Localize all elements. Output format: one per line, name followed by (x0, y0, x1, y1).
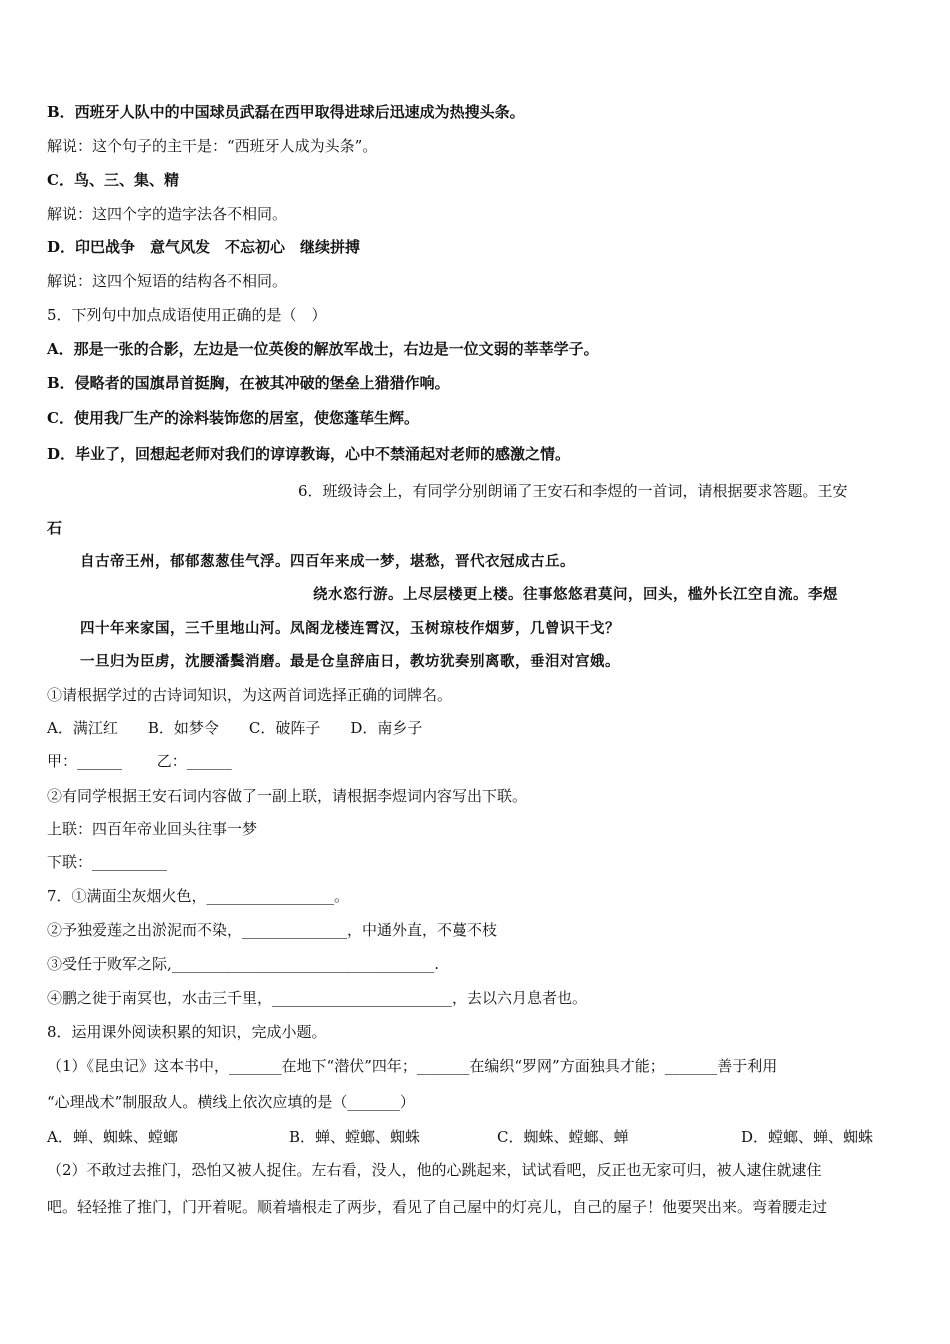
answer-blanks: 甲：______ 乙：______ (47, 752, 232, 770)
couplet-upper: 上联：四百年帝业回头往事一梦 (47, 820, 258, 838)
option-b-text: B．西班牙人队中的中国球员武磊在西甲取得进球后迅速成为热搜头条。 (47, 103, 525, 121)
question-8-option-a: A．蝉、蜘蛛、螳螂 (47, 1128, 178, 1146)
question-7-item-2: ②予独爱莲之出淤泥而不染，______________，中通外直，不蔓不枝 (47, 921, 498, 939)
poem-line: 一旦归为臣虏，沈腰潘鬓消磨。最是仓皇辞庙日，教坊犹奏别离歌，垂泪对宫娥。 (80, 653, 620, 670)
question-8-part-2-continued: 吧。轻轻推了推门，门开着呢。顺着墙根走了两步，看见了自己屋中的灯亮儿，自己的屋子！他要哭出来。弯着腰走过 (47, 1198, 828, 1216)
question-8-option-c: C．蜘蛛、螳螂、蝉 (497, 1128, 629, 1146)
sub-question-1: ①请根据学过的古诗词知识，为这两首词选择正确的词牌名。 (47, 686, 453, 704)
question-8-stem: 8．运用课外阅读积累的知识，完成小题。 (47, 1023, 327, 1041)
question-5-option-a: A．那是一张的合影，左边是一位英俊的解放军战士，右边是一位文弱的莘莘学子。 (47, 340, 599, 358)
question-7-item-3: ③受任于败军之际,___________________________________. (47, 955, 440, 973)
sub-question-2: ②有同学根据王安石词内容做了一副上联，请根据李煜词内容写出下联。 (47, 787, 528, 805)
question-6-stem-continued: 石 (47, 519, 63, 537)
explanation-line: 解说：这个句子的主干是：“西班牙人成为头条”。 (47, 137, 378, 155)
explanation-line: 解说：这四个短语的结构各不相同。 (47, 272, 288, 290)
question-6-stem: 6．班级诗会上，有同学分别朗诵了王安石和李煜的一首词，请根据要求答题。王安 (298, 482, 848, 500)
poem-line: 绕水恣行游。上尽层楼更上楼。往事悠悠君莫问，回头，槛外长江空自流。李煜 (313, 586, 838, 603)
question-5-option-d: D．毕业了，回想起老师对我们的谆谆教诲，心中不禁涌起对老师的感激之情。 (47, 445, 571, 463)
question-8-part-1-continued: “心理战术”制服敌人。横线上依次应填的是（_______） (47, 1093, 415, 1111)
option-d-text: D．印巴战争 意气风发 不忘初心 继续拼搏 (47, 238, 361, 256)
explanation-line: 解说：这四个字的造字法各不相同。 (47, 205, 288, 223)
question-8-part-1: （1）《昆虫记》这本书中，_______在地下“潜伏”四年；_______在编织“罗网”方面独具才能；_______善于利用 (47, 1057, 778, 1075)
question-5-option-c: C．使用我厂生产的涂料装饰您的居室，使您蓬荜生辉。 (47, 409, 419, 427)
question-7-item-1: 7．①满面尘灰烟火色，_________________。 (47, 887, 350, 905)
poem-line: 四十年来家国，三千里地山河。凤阁龙楼连霄汉，玉树琼枝作烟萝，几曾识干戈？ (80, 620, 620, 637)
question-7-item-4: ④鹏之徙于南冥也，水击三千里，________________________，去以六月息者也。 (47, 989, 588, 1007)
choice-options: A．满江红 B．如梦令 C．破阵子 D．南乡子 (47, 719, 423, 737)
couplet-lower: 下联：__________ (47, 853, 168, 871)
question-8-option-d: D．螳螂、蝉、蜘蛛 (741, 1128, 874, 1146)
question-8-part-2: （2）不敢过去推门，恐怕又被人捉住。左右看，没人，他的心跳起来，试试看吧，反正也无家可归，被人逮住就逮住 (47, 1161, 822, 1179)
question-5-option-b: B．侵略者的国旗昂首挺胸，在被其冲破的堡垒上猎猎作响。 (47, 374, 450, 392)
question-5-stem: 5．下列句中加点成语使用正确的是（ ） (47, 306, 327, 324)
question-8-option-b: B．蝉、螳螂、蜘蛛 (289, 1128, 421, 1146)
option-c-text: C．鸟、三、集、精 (47, 171, 179, 189)
poem-line: 自古帝王州，郁郁葱葱佳气浮。四百年来成一梦，堪愁，晋代衣冠成古丘。 (80, 553, 575, 570)
